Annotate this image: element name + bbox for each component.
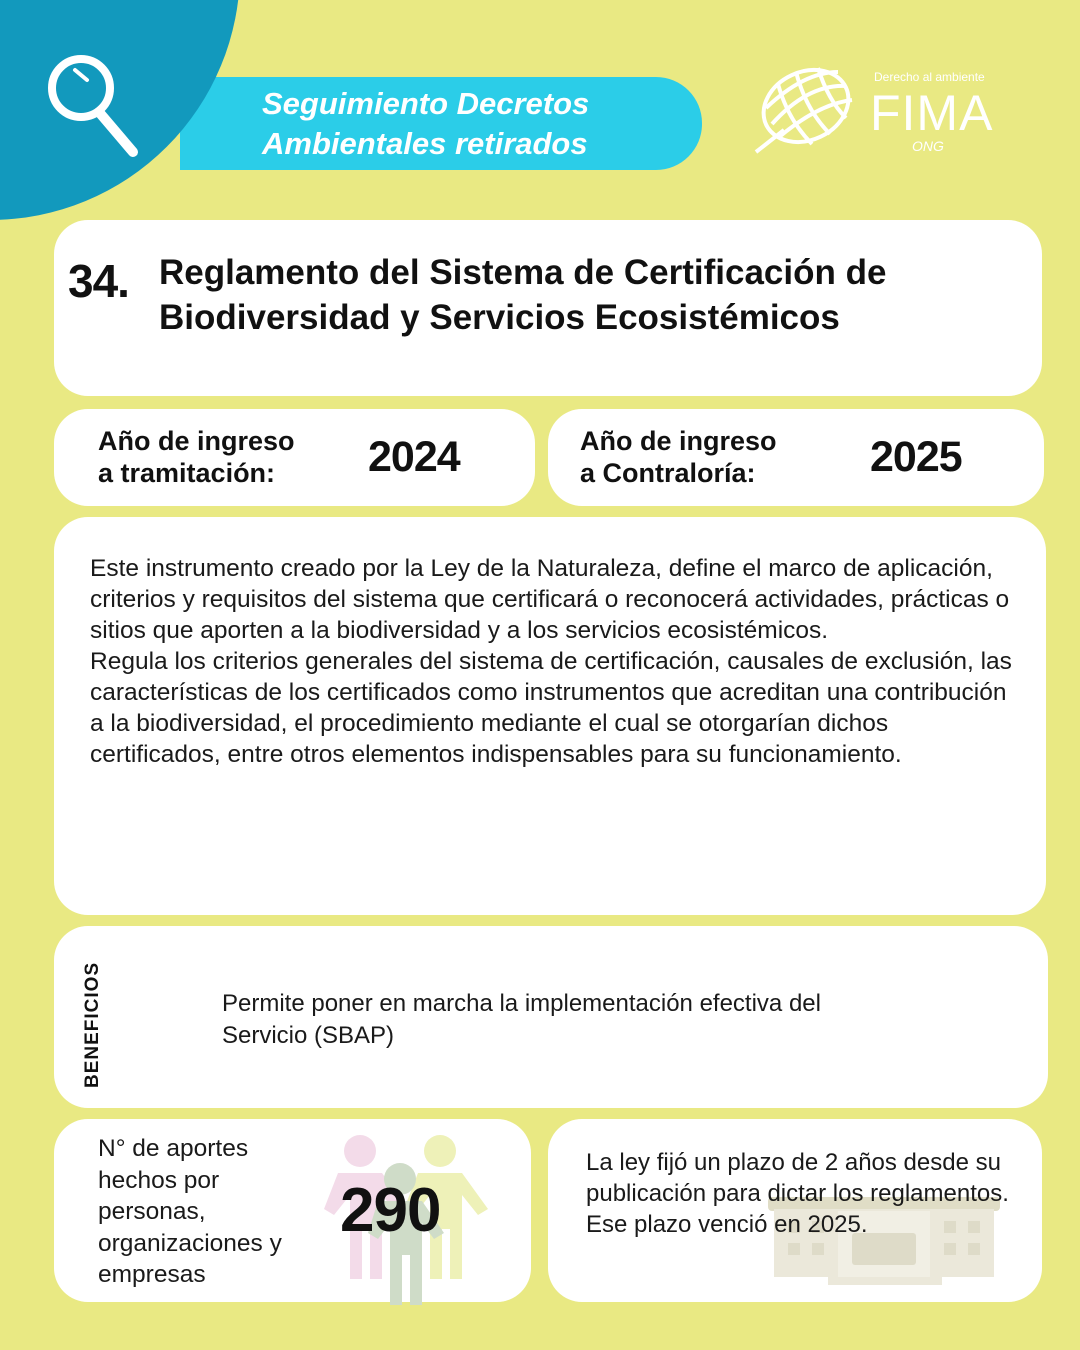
description-paragraph-1: Este instrumento creado por la Ley de la Naturaleza, define el marco de aplicación, criterios y requisitos del sistema que certificará o reconocerá actividades, prácticas o sitios que aporten a la biodiversidad y a los servicios ecosistémicos. [90,555,1010,644]
deadline-card [548,1119,1042,1302]
year-contraloria-value: 2025 [870,433,962,481]
logo-suffix: ONG [912,138,944,154]
deadline-text: La ley fijó un plazo de 2 años desde su publicación para dictar los reglamentos. Ese plazo venció en 2025. [586,1149,1009,1238]
benefits-text: Permite poner en marcha la implementación efectiva del Servicio (SBAP) [222,990,821,1049]
year-contraloria-card [548,409,1044,506]
contributions-label: N° de aportes hechos por personas, organizaciones y empresas [98,1135,282,1288]
title-card [54,220,1042,396]
decree-number: 34. [68,255,129,307]
contributions-value: 290 [340,1176,441,1245]
header-title [262,84,692,164]
label-line2: a tramitación: [98,458,276,488]
decree-title: Reglamento del Sistema de Certificación de Biodiversidad y Servicios Ecosistémicos [159,253,887,337]
description-text [90,553,1020,770]
label-line1: Año de ingreso [580,426,777,456]
description-paragraph-2: Regula los criterios generales del sistema de certificación, causales de exclusión, las características de los certificados como instrumentos que acreditan una contribución a la biodiversidad, el procedimiento mediante el cual se otorgarían dichos certificados, entre otros elementos indispensables para su funcionamiento. [90,648,1012,768]
contributions-card [54,1119,531,1302]
benefits-label: BENEFICIOS [82,961,103,1088]
fima-logo [748,62,1008,158]
logo-name: FIMA [870,85,994,141]
year-tramitacion-label [98,425,295,489]
label-line1: Año de ingreso [98,426,295,456]
description-card [54,517,1046,915]
logo-mark-icon [748,64,860,156]
year-contraloria-label [580,425,777,489]
year-tramitacion-card [54,409,535,506]
header-title-line1: Seguimiento Decretos [262,86,590,121]
label-line2: a Contraloría: [580,458,756,488]
magnifying-glass-icon [45,52,145,162]
year-tramitacion-value: 2024 [368,433,460,481]
header-title-line2: Ambientales retirados [262,126,588,161]
benefits-card [54,926,1048,1108]
logo-tagline: Derecho al ambiente [874,70,985,84]
